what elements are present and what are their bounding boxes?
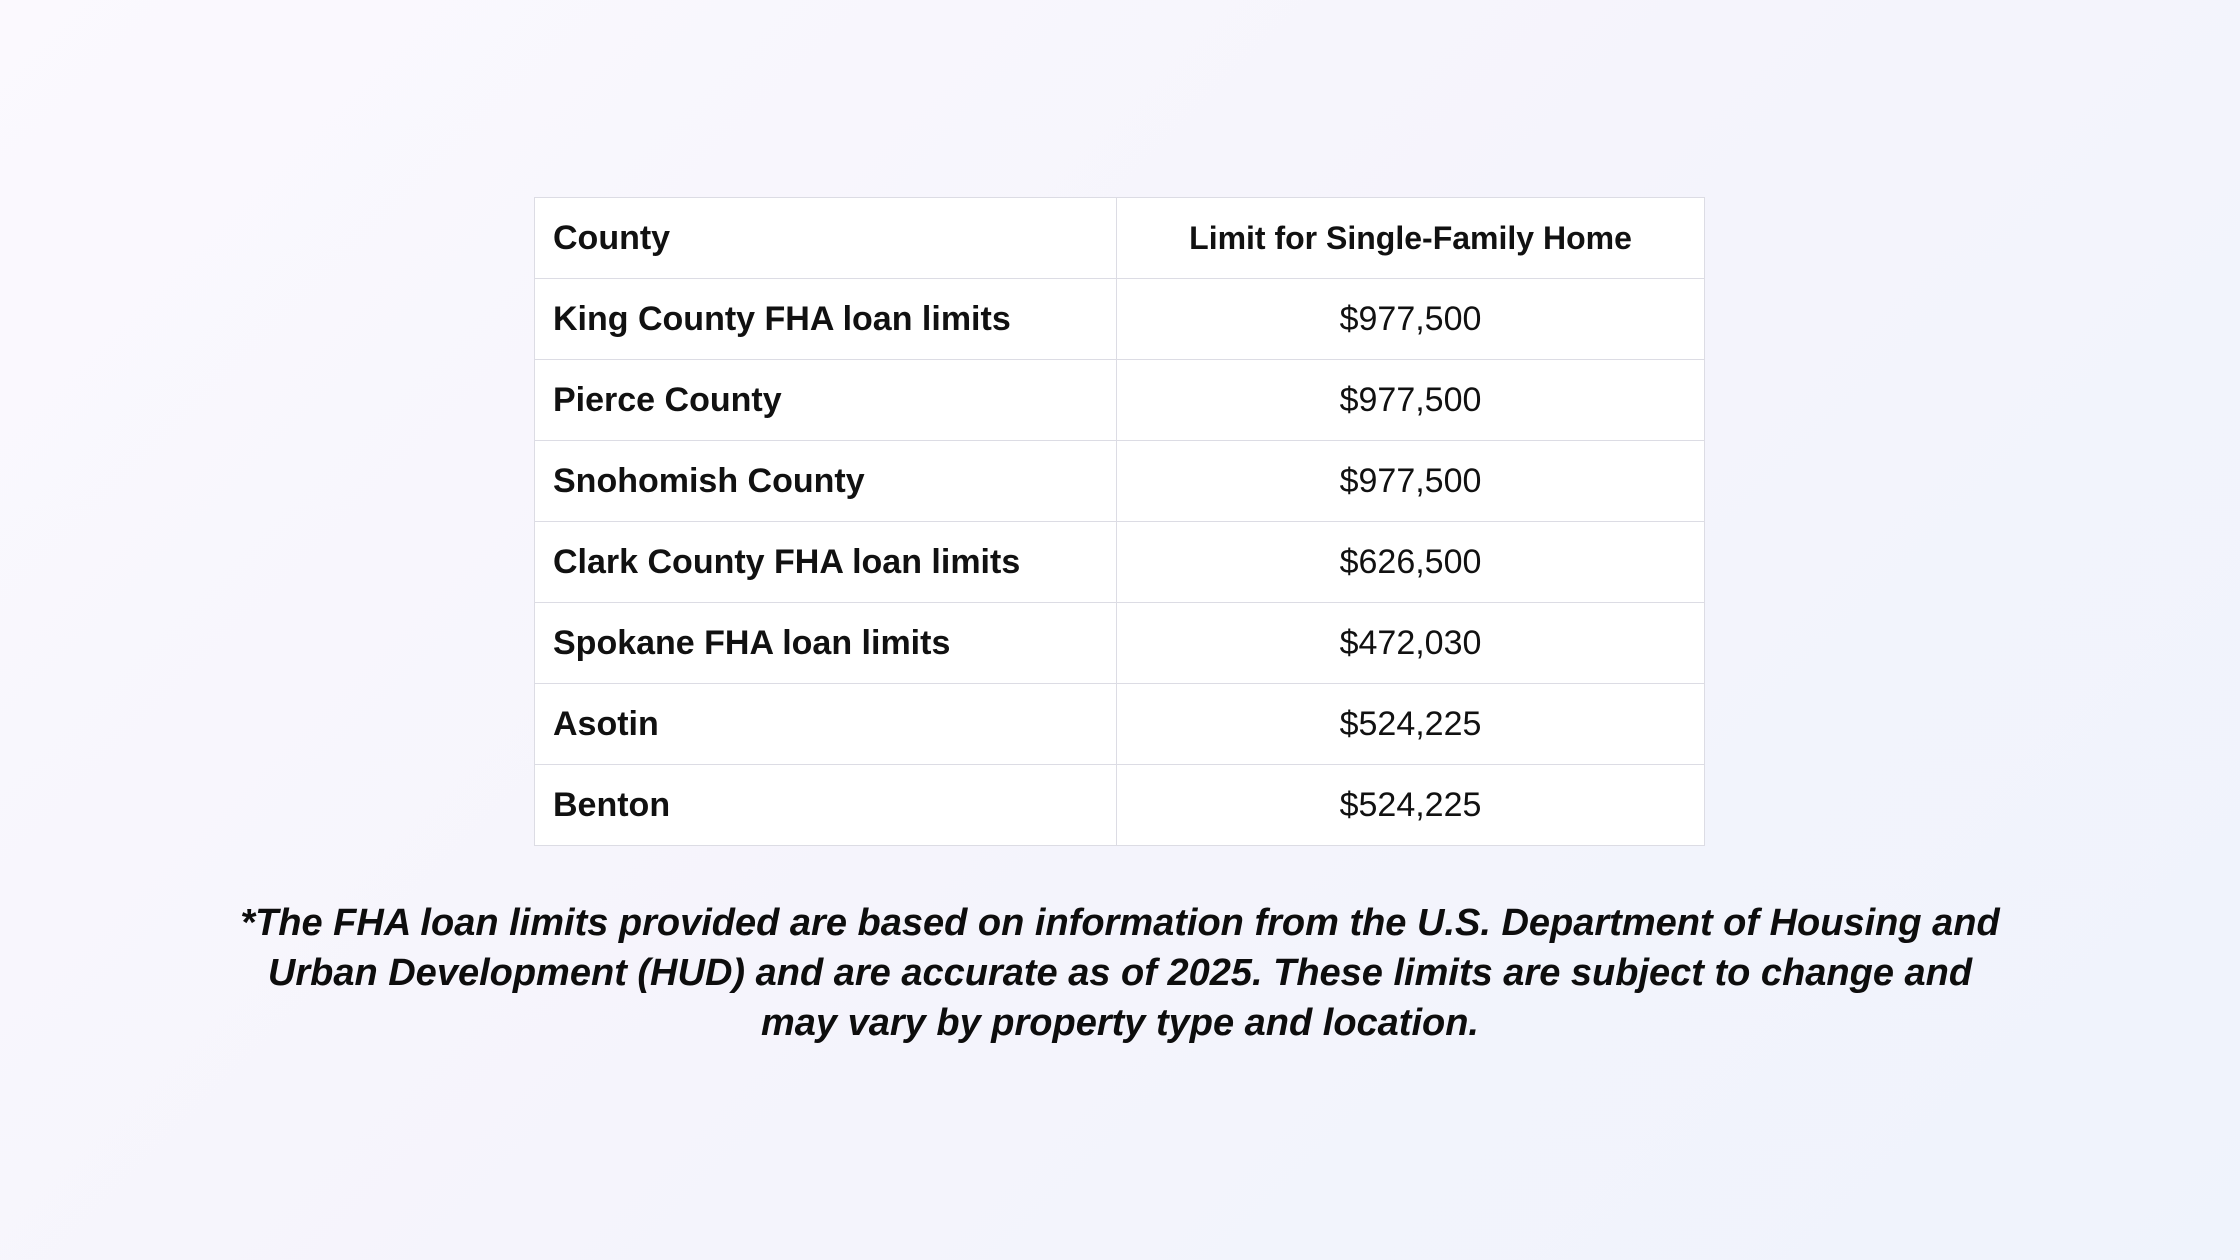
county-cell: Asotin xyxy=(535,684,1117,765)
table-row xyxy=(535,279,1705,360)
limit-cell: $977,500 xyxy=(1117,279,1705,360)
header-limit: Limit for Single-Family Home xyxy=(1117,198,1705,279)
county-cell: Clark County FHA loan limits xyxy=(535,522,1117,603)
table-row xyxy=(535,441,1705,522)
county-cell: Spokane FHA loan limits xyxy=(535,603,1117,684)
county-cell: Pierce County xyxy=(535,360,1117,441)
limit-cell: $524,225 xyxy=(1117,684,1705,765)
limit-cell: $977,500 xyxy=(1117,441,1705,522)
county-cell: Snohomish County xyxy=(535,441,1117,522)
limit-cell: $977,500 xyxy=(1117,360,1705,441)
header-county: County xyxy=(535,198,1117,279)
limit-cell: $524,225 xyxy=(1117,765,1705,846)
county-cell: King County FHA loan limits xyxy=(535,279,1117,360)
table-header-row xyxy=(535,198,1705,279)
table-row xyxy=(535,522,1705,603)
county-cell: Benton xyxy=(535,765,1117,846)
table-row xyxy=(535,765,1705,846)
table-row xyxy=(535,360,1705,441)
fha-loan-limits-table xyxy=(534,197,1705,846)
footnote: *The FHA loan limits provided are based on information from the U.S. Department of Housing and Urban Development (HUD) and are accurate as of 2025. These limits are subject to change and may vary by property type and location. xyxy=(240,902,2000,1044)
table-row xyxy=(535,684,1705,765)
table-row xyxy=(535,603,1705,684)
limit-cell: $626,500 xyxy=(1117,522,1705,603)
limit-cell: $472,030 xyxy=(1117,603,1705,684)
